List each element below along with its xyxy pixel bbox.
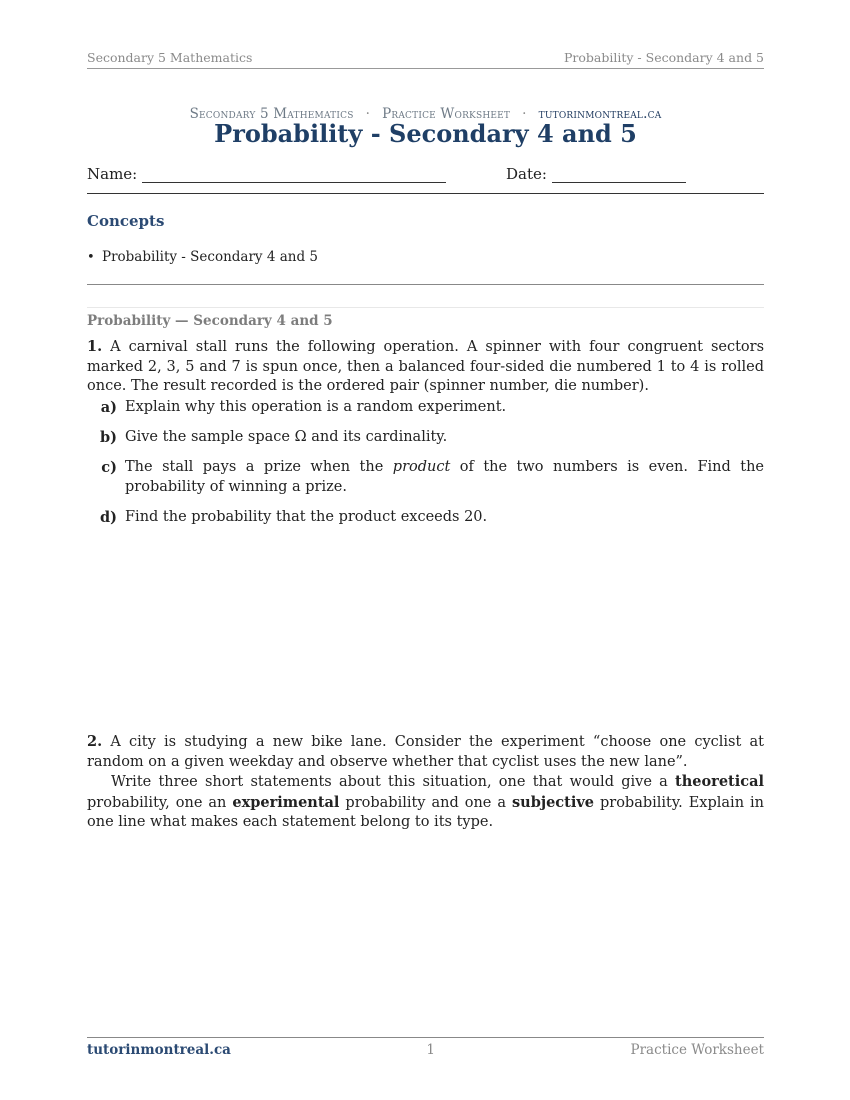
para-text: probability, one an bbox=[87, 794, 233, 811]
para-bold: theoretical bbox=[675, 773, 764, 790]
header-divider bbox=[87, 68, 764, 69]
part-text: Explain why this operation is a random experiment. bbox=[125, 399, 507, 415]
para-text: probability. Explain in one line what makes each statement belong to its type. bbox=[87, 794, 764, 830]
problem-text: A carnival stall runs the following operation. A spinner with four congruent sectors marked 2, 3, 5 and 7 is spun once, then a balanced four-sided die numbered 1 to 4 is rolled once. The result recorded is the ordered pair (spinner number, die number). bbox=[87, 339, 765, 394]
problem-1 bbox=[87, 337, 764, 397]
part-text-emphasis: product bbox=[392, 459, 451, 475]
problem-text: A city is studying a new bike lane. Consider the experiment “choose one cyclist at random on a given weekday and observe whether that cyclist uses the new lane”. bbox=[87, 734, 765, 770]
part-label: d) bbox=[100, 508, 117, 526]
part-text: Find the probability that the product exceeds 20. bbox=[125, 508, 488, 525]
date-field[interactable] bbox=[506, 165, 686, 183]
form-divider bbox=[87, 193, 764, 194]
masthead-kind: Practice Worksheet bbox=[382, 106, 511, 122]
part-label: b) bbox=[100, 429, 117, 446]
running-header-right: Probability - Secondary 4 and 5 bbox=[564, 50, 764, 65]
name-field[interactable] bbox=[87, 165, 446, 183]
part-c bbox=[87, 458, 764, 497]
name-blank[interactable] bbox=[142, 167, 446, 183]
problem-number: 1. bbox=[87, 338, 103, 355]
part-label: a) bbox=[100, 399, 117, 416]
problem-1-parts bbox=[87, 398, 764, 538]
part-text-start: The stall pays a prize when the bbox=[125, 459, 393, 475]
masthead-site: tutorinmontreal.ca bbox=[538, 106, 662, 122]
footer bbox=[87, 1042, 764, 1058]
concepts-divider bbox=[87, 284, 764, 285]
problem-paragraph bbox=[87, 772, 764, 833]
document-title: Probability - Secondary 4 and 5 bbox=[214, 119, 637, 148]
part-d bbox=[87, 508, 764, 528]
para-bold: experimental bbox=[232, 793, 340, 811]
date-blank[interactable] bbox=[552, 167, 686, 183]
masthead-separator: · bbox=[365, 106, 371, 122]
footer-kind: Practice Worksheet bbox=[630, 1042, 764, 1058]
part-text: Give the sample space Ω and its cardinality. bbox=[125, 429, 448, 445]
concepts-list bbox=[87, 249, 318, 265]
bullet-icon: • bbox=[87, 250, 95, 265]
part-b bbox=[87, 428, 764, 448]
part-text-end: of the two numbers is even. Find the probability of winning a prize. bbox=[125, 459, 764, 495]
footer-site[interactable]: tutorinmontreal.ca bbox=[87, 1042, 231, 1058]
part-a bbox=[87, 398, 764, 418]
name-label: Name: bbox=[87, 165, 138, 183]
concepts-heading: Concepts bbox=[87, 212, 165, 230]
running-header bbox=[87, 50, 764, 65]
masthead-course: Secondary 5 Mathematics bbox=[189, 106, 354, 122]
section-label: Probability — Secondary 4 and 5 bbox=[87, 313, 333, 329]
part-label: c) bbox=[101, 459, 117, 476]
part-text bbox=[117, 458, 764, 497]
list-item bbox=[87, 249, 318, 265]
problem-2 bbox=[87, 732, 764, 833]
concept-label: Probability - Secondary 4 and 5 bbox=[102, 249, 318, 265]
problem-number: 2. bbox=[87, 733, 103, 750]
para-bold: subjective bbox=[511, 793, 594, 811]
footer-divider bbox=[87, 1037, 764, 1038]
faint-divider bbox=[87, 307, 764, 308]
running-header-left: Secondary 5 Mathematics bbox=[87, 50, 253, 65]
para-text: probability and one a bbox=[339, 794, 512, 811]
date-label: Date: bbox=[506, 165, 547, 183]
para-text: Write three short statements about this situation, one that would give a bbox=[111, 774, 676, 790]
page-number: 1 bbox=[426, 1042, 436, 1058]
masthead-separator: · bbox=[522, 106, 527, 122]
